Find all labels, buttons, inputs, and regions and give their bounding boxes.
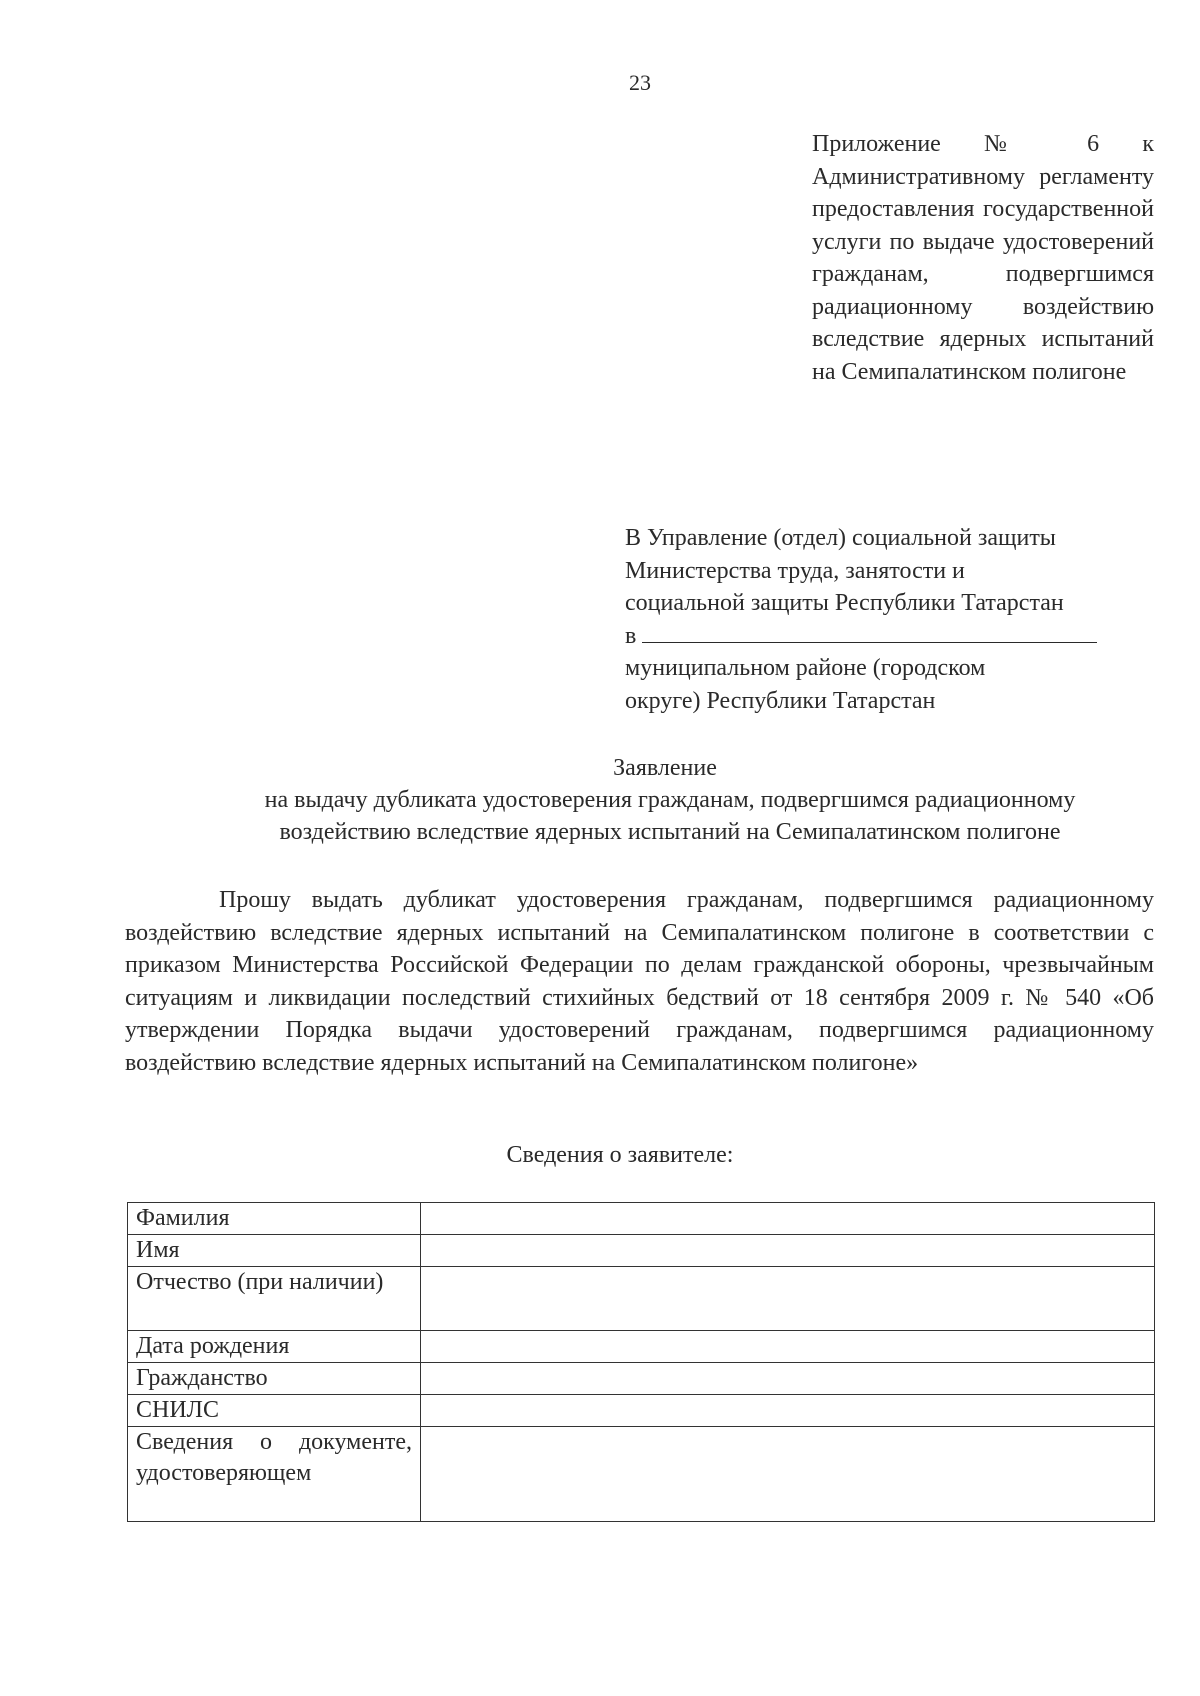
identity-document-field[interactable] xyxy=(421,1427,1155,1522)
applicant-section-heading: Сведения о заявителе: xyxy=(506,1142,734,1168)
document-subtitle-line-2: воздействию вследствие ядерных испытаний на Семипалатинском полигоне xyxy=(279,819,1061,845)
addressee-line-5: муниципальном районе (городском xyxy=(625,655,986,681)
addressee-line-2: Министерства труда, занятости и xyxy=(625,557,965,584)
row-label: СНИЛС xyxy=(128,1395,421,1427)
patronymic-field[interactable] xyxy=(421,1267,1155,1331)
row-label: Отчество (при наличии) xyxy=(128,1267,421,1331)
table-row-snils xyxy=(128,1395,1155,1427)
municipality-blank-field[interactable] xyxy=(642,620,1097,643)
addressee-line-4 xyxy=(625,620,1145,653)
birth-date-field[interactable] xyxy=(421,1331,1155,1363)
table-row-patronymic xyxy=(128,1267,1155,1331)
addressee-prefix: в xyxy=(625,622,637,649)
table-row-surname xyxy=(128,1203,1155,1235)
addressee-block xyxy=(625,522,1145,717)
addressee-line-1: В Управление (отдел) социальной защиты xyxy=(625,525,1056,551)
addressee-line-6: округе) Республики Татарстан xyxy=(625,687,936,714)
name-field[interactable] xyxy=(421,1235,1155,1267)
citizenship-field[interactable] xyxy=(421,1363,1155,1395)
surname-field[interactable] xyxy=(421,1203,1155,1235)
request-paragraph: Прошу выдать дубликат удостоверения гражданам, подвергшимся радиационному воздействию вследствие ядерных испытаний на Семипалатинском полигоне в соответствии с приказом Министерства Российской Федерации по делам гражданской обороны, чрезвычайным ситуациям и ликвидации последствий стихийных бедствий от 18 сентября 2009 г. № 540 «Об утверждении Порядка выдачи удостоверений гражданам, подвергшимся радиационному воздействию вследствие ядерных испытаний на Семипалатинском полигоне» xyxy=(125,887,1154,1076)
page-number: 23 xyxy=(629,70,651,95)
table-row-name xyxy=(128,1235,1155,1267)
table-row-citizenship xyxy=(128,1363,1155,1395)
appendix-note: Приложение № 6 к Административному регламенту предоставления государственной услуги по выдаче удостоверений гражданам, подвергшимся радиационному воздействию вследствие ядерных испытаний на Семипалатинском полигоне xyxy=(812,131,1154,385)
document-subtitle-line-1: на выдачу дубликата удостоверения гражданам, подвергшимся радиационному xyxy=(264,787,1076,813)
row-label: Дата рождения xyxy=(128,1331,421,1363)
document-title: Заявление xyxy=(613,755,717,781)
row-label: Фамилия xyxy=(128,1203,421,1235)
row-label: Имя xyxy=(128,1235,421,1267)
applicant-info-table xyxy=(127,1202,1155,1522)
row-label: Гражданство xyxy=(128,1363,421,1395)
table-row-identity-document xyxy=(128,1427,1155,1522)
addressee-line-3: социальной защиты Республики Татарстан xyxy=(625,590,1064,616)
snils-field[interactable] xyxy=(421,1395,1155,1427)
document-subtitle xyxy=(150,784,1190,848)
row-label: Сведения о документе, удостоверяющем xyxy=(128,1427,421,1522)
table-row-birth-date xyxy=(128,1331,1155,1363)
